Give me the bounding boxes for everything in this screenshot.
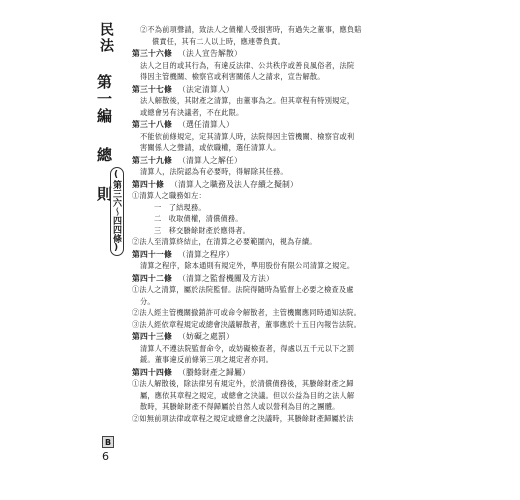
article-heading xyxy=(132,273,432,285)
text-line: ①清算人之職務如左： xyxy=(132,191,206,200)
text-line: 散時，其賸餘財產不得歸屬於自然人或以營利為目的之團體。 xyxy=(140,402,340,411)
text-line: 清算之程序，除本通則有規定外，準用股份有限公司清算之規定。 xyxy=(140,261,355,270)
article-heading xyxy=(132,367,432,379)
text-line: 害關係人之聲請，或依職權，選任清算人。 xyxy=(140,143,281,152)
text-line: ①法人之清算，屬於法院監督。法院得隨時為監督上必要之檢查及處 xyxy=(132,285,354,294)
article-title: （法定清算人） xyxy=(177,84,234,94)
text-line: 法人解散後，其財產之清算，由董事為之。但其章程有特別規定， xyxy=(140,96,355,105)
article-title: （賸餘財產之歸屬） xyxy=(177,367,250,377)
article-heading xyxy=(132,331,432,343)
text-line: 償責任，其有二人以上時，應連帶負責。 xyxy=(152,36,285,46)
text-line: ①法人解散後，除法律另有規定外，於清償債務後，其賸餘財產之歸 xyxy=(132,379,354,388)
text-line: 一 了結現務。 xyxy=(154,202,206,212)
text-line: 清算人，法院認為有必要時，得解除其任務。 xyxy=(140,167,288,176)
part-title-1: 總 xyxy=(95,147,113,164)
article-heading xyxy=(132,249,432,261)
article-number: 第四十四條 xyxy=(132,367,172,377)
article-number: 第三十七條 xyxy=(132,84,172,94)
article-title: （選任清算人） xyxy=(177,120,234,129)
part-number: 第一編 xyxy=(95,74,113,125)
article-number: 第四十三條 xyxy=(132,332,172,341)
text-line: 鍰。董事違反前條第三項之規定者亦同。 xyxy=(140,355,273,364)
text-line: ②法人至清算終結止，在清算之必要範圍內，視為存續。 xyxy=(132,237,317,246)
text-line: 或總會另有決議者，不在此限。 xyxy=(140,107,244,117)
article-number: 第三十九條 xyxy=(132,155,172,165)
text-line: ②如無前項法律或章程之規定或總會之決議時，其賸餘財產歸屬於法 xyxy=(132,413,354,423)
text-line: 不能依前條規定，定其清算人時，法院得因主管機關、檢察官或利 xyxy=(140,131,355,141)
law-name: 民法 xyxy=(98,22,114,54)
article-number: 第四十二條 xyxy=(132,273,172,283)
article-number: 第四十條 xyxy=(132,179,164,189)
section-badge: B xyxy=(102,436,114,448)
article-heading xyxy=(132,84,432,96)
text-line: ③法人經依章程規定或總會決議解散者，董事應於十五日內報告法院。 xyxy=(132,319,362,329)
page-number: 6 xyxy=(102,450,109,463)
article-number: 第三十八條 xyxy=(132,120,172,129)
article-title: （妨礙之處罰） xyxy=(177,332,234,341)
article-number: 第三十六條 xyxy=(132,49,172,58)
article-heading xyxy=(132,119,432,131)
text-line: 分。 xyxy=(140,296,155,306)
article-title: （清算人之職務及法人存續之擬制） xyxy=(170,179,298,189)
text-line: ②法人經主管機關撤銷許可或命令解散者，主管機關應同時通知法院。 xyxy=(132,308,362,317)
article-range: (第三六～四四條) xyxy=(110,167,124,256)
text-line: 二 收取債權，清償債務。 xyxy=(154,214,243,223)
article-heading xyxy=(132,179,432,191)
article-title: （清算人之解任） xyxy=(177,155,242,165)
text-line: 清算人不遵法院監督命令，或妨礙檢查者，得處以五千元以下之罰 xyxy=(140,343,355,353)
article-number: 第四十一條 xyxy=(132,249,172,259)
text-line: ②不為前項聲請，致法人之債權人受損害時，有過失之董事，應負賠 xyxy=(140,25,362,34)
article-title: （法人宣告解散） xyxy=(177,49,242,58)
text-line: 法人之目的或其行為，有違反法律、公共秩序或善良風俗者，法院 xyxy=(140,60,355,70)
article-heading xyxy=(132,48,432,60)
text-line: 三 移交賸餘財產於應得者。 xyxy=(154,225,251,235)
text-line: 屬，應依其章程之規定，或總會之決議。但以公益為目的之法人解 xyxy=(140,390,355,400)
text-line: 得因主管機關、檢察官或利害關係人之請求，宣告解散。 xyxy=(140,72,325,81)
article-heading xyxy=(132,155,432,167)
part-title-2: 則 xyxy=(95,186,113,203)
statute-text xyxy=(132,24,432,424)
article-title: （清算之程序） xyxy=(177,249,234,259)
page-margin xyxy=(92,22,126,462)
article-title: （清算之監督機關及方法） xyxy=(177,273,274,283)
